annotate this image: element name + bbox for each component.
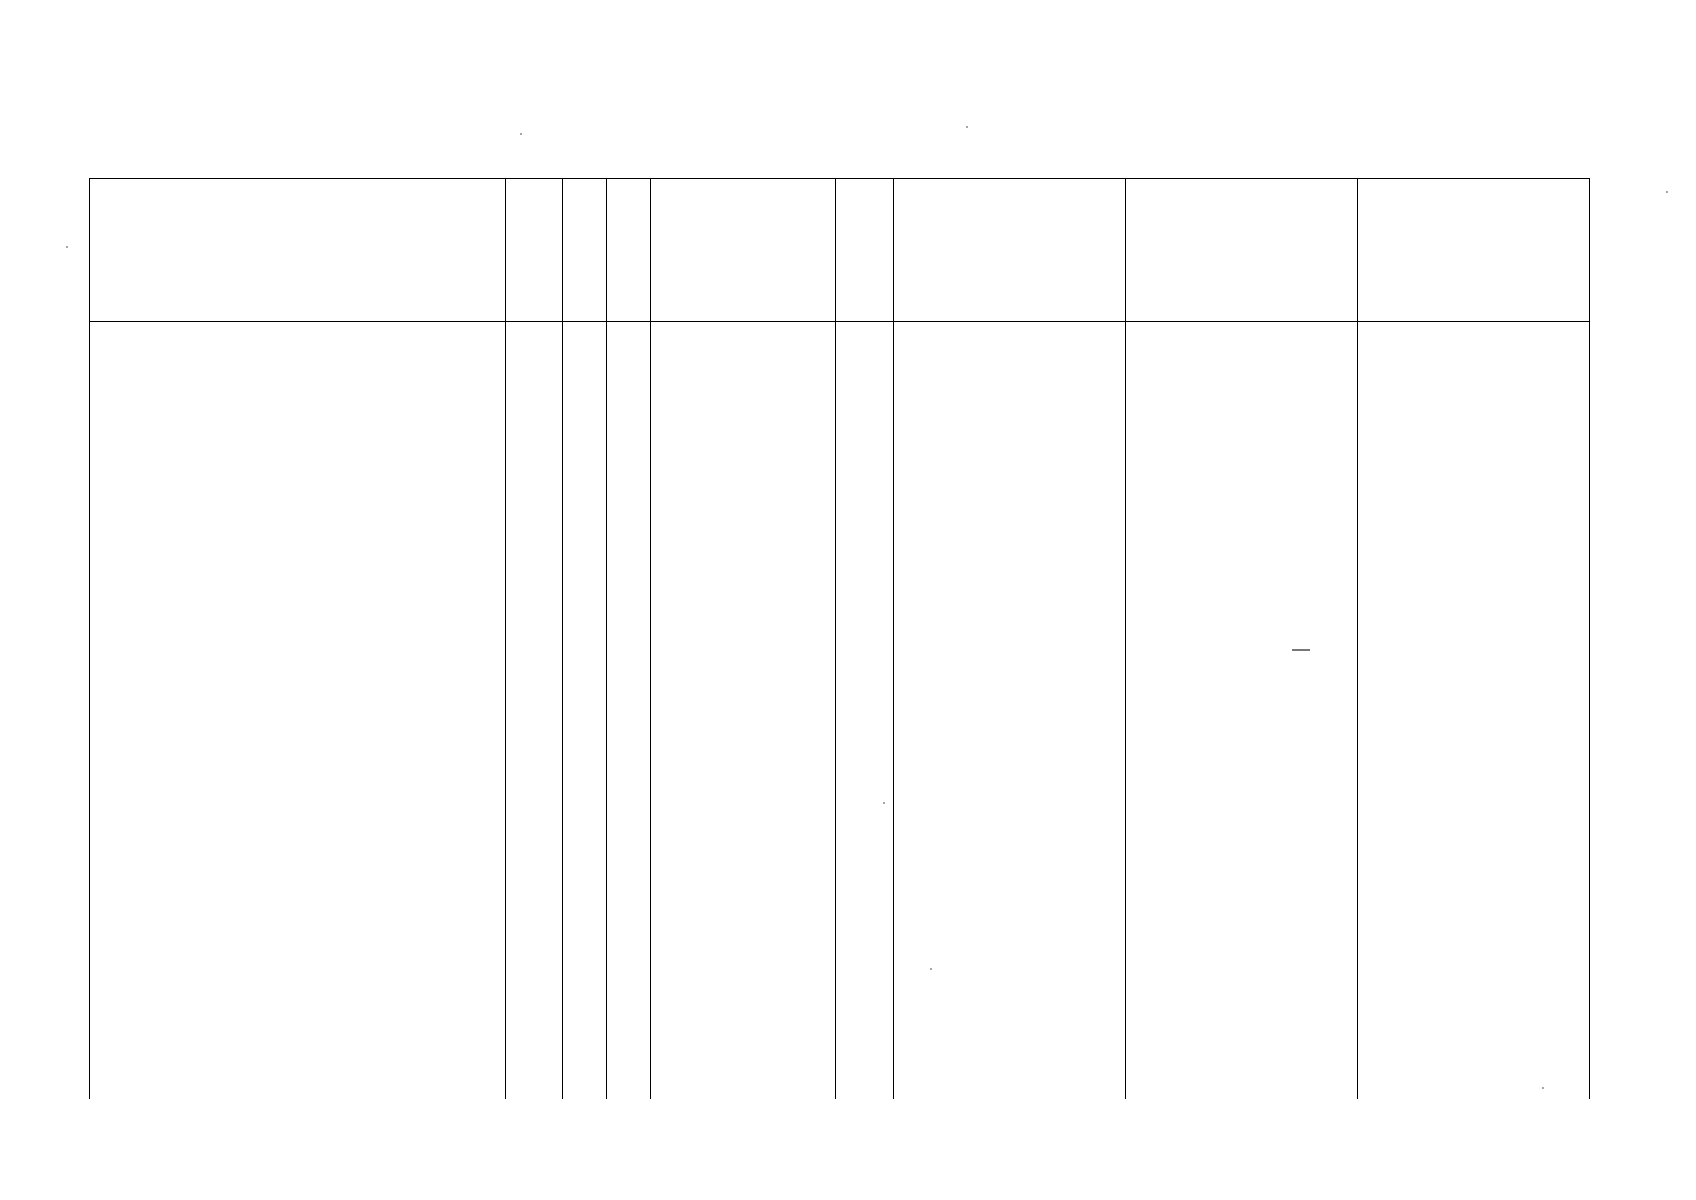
row-amount-2025	[894, 322, 1126, 473]
header-podrazdel	[607, 179, 651, 322]
row-target	[651, 322, 836, 473]
scan-speck	[1292, 649, 1310, 651]
scan-speck	[66, 246, 68, 248]
row-vedomstvo	[506, 473, 563, 593]
row-razdel	[563, 923, 607, 1041]
row-amount-2026	[1126, 923, 1358, 1041]
header-2027	[1358, 179, 1590, 322]
row-vedomstvo	[506, 1041, 563, 1099]
table-header	[90, 179, 1590, 322]
row-amount-2027	[1358, 923, 1590, 1041]
row-amount-2025	[894, 473, 1126, 593]
row-vedomstvo	[506, 322, 563, 473]
row-group	[836, 1041, 894, 1099]
row-razdel	[563, 473, 607, 593]
row-name	[90, 322, 506, 473]
row-group	[836, 593, 894, 923]
row-razdel	[563, 322, 607, 473]
scan-speck	[883, 802, 885, 804]
table-row	[90, 322, 1590, 473]
row-name	[90, 473, 506, 593]
header-2026	[1126, 179, 1358, 322]
scan-speck	[1542, 1087, 1544, 1089]
row-target	[651, 593, 836, 923]
row-group	[836, 473, 894, 593]
header-group-label	[837, 179, 893, 313]
row-vedomstvo	[506, 923, 563, 1041]
row-amount-2026	[1126, 1041, 1358, 1099]
scan-speck	[930, 968, 932, 970]
header-group	[836, 179, 894, 322]
table-row	[90, 923, 1590, 1041]
row-target	[651, 923, 836, 1041]
row-podrazdel	[607, 593, 651, 923]
header-name	[90, 179, 506, 322]
header-razdel	[563, 179, 607, 322]
row-target	[651, 473, 836, 593]
row-amount-2027	[1358, 473, 1590, 593]
row-amount-2026	[1126, 322, 1358, 473]
row-name	[90, 923, 506, 1041]
header-target-label	[713, 191, 773, 301]
row-amount-2027	[1358, 1041, 1590, 1099]
row-name	[90, 1041, 506, 1099]
row-podrazdel	[607, 473, 651, 593]
row-amount-2025	[894, 593, 1126, 923]
scan-speck	[1666, 191, 1668, 193]
row-razdel	[563, 1041, 607, 1099]
row-podrazdel	[607, 1041, 651, 1099]
row-podrazdel	[607, 923, 651, 1041]
header-vedomstvo	[506, 179, 563, 322]
row-vedomstvo	[506, 593, 563, 923]
row-target	[651, 1041, 836, 1099]
row-amount-2026	[1126, 593, 1358, 923]
row-group	[836, 322, 894, 473]
scan-speck	[966, 126, 968, 128]
row-amount-2025	[894, 1041, 1126, 1099]
row-amount-2027	[1358, 593, 1590, 923]
row-name	[90, 593, 506, 923]
row-podrazdel	[607, 322, 651, 473]
table-row	[90, 593, 1590, 923]
row-group	[836, 923, 894, 1041]
header-target	[651, 179, 836, 322]
row-razdel	[563, 593, 607, 923]
table-row	[90, 473, 1590, 593]
row-amount-2027	[1358, 322, 1590, 473]
row-amount-2025	[894, 923, 1126, 1041]
header-2025	[894, 179, 1126, 322]
scan-speck	[520, 133, 522, 135]
table-row	[90, 1041, 1590, 1099]
budget-table	[89, 178, 1590, 1099]
row-amount-2026	[1126, 473, 1358, 593]
